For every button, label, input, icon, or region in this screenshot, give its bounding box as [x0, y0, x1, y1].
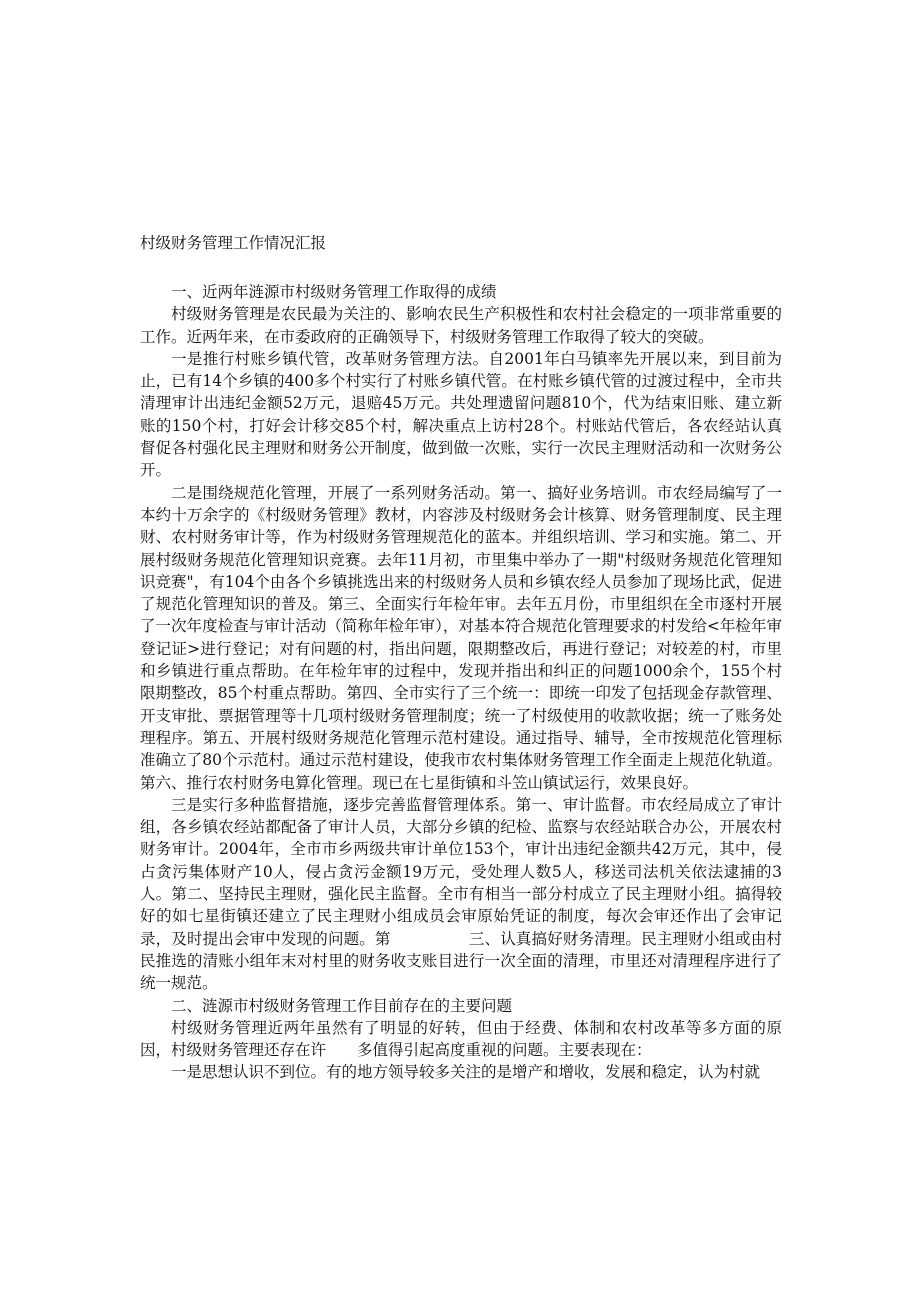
section-heading-1: 一、近两年涟源市村级财务管理工作取得的成绩: [171, 283, 497, 301]
paragraph-point-3: 三是实行多种监督措施，逐步完善监督管理体系。第一、审计监督。市农经局成立了审计组，各乡镇农经站都配备了审计人员，大部分乡镇的纪检、监察与农经站联合办公，开展农村财务审计。2004年，全市市乡两级共审计单位153个，审计出违纪金额共42万元，其中，侵占贪污集体财产10人，侵占贪污金额19万元，受处理人数5人，移送司法机关依法逮捕的3人。第二、坚持民主理财，强化民主监督。全市有相当一部分村成立了民主理财小组。搞得较好的如七星街镇还建立了民主理财小组成员会审原始凭证的制度，每次会审还作出了会审记录，及时提出会审中发现的问题。第 三、认真搞好财务清理。民主理财小组或由村民推选的清账小组年末对村里的财务收支账目进行一次全面的清理，市里还对清理程序进行了统一规范。: [140, 795, 782, 993]
paragraph-problems-intro: 村级财务管理近两年虽然有了明显的好转，但由于经费、体制和农村改革等多方面的原因，村级财务管理还存在许 多值得引起高度重视的问题。主要表现在：: [140, 1018, 782, 1060]
paragraph-problem-1: 一是思想认识不到位。有的地方领导较多关注的是增产和增收，发展和稳定，认为村就: [171, 1063, 761, 1082]
paragraph-point-1: 一是推行村账乡镇代管，改革财务管理方法。自2001年白马镇率先开展以来，到目前为止，已有14个乡镇的400多个村实行了村账乡镇代管。在村账乡镇代管的过渡过程中，全市共清理审计出违纪金额52万元，退赔45万元。共处理遗留问题810个，代为结束旧账、建立新账的150个村，打好会计移交85个村，解决重点上访村28个。村账站代管后，各农经站认真督促各村强化民主理财和财务公开制度，做到做一次账，实行一次民主理财活动和一次财务公开。: [140, 349, 782, 480]
paragraph-point-2: 二是围绕规范化管理，开展了一系列财务活动。第一、搞好业务培训。市农经局编写了一本约十万余字的《村级财务管理》教材，内容涉及村级财务会计核算、财务管理制度、民主理财、农村财务审计等，作为村级财务管理规范化的蓝本。并组织培训、学习和实施。第二、开展村级财务规范化管理知识竞赛。去年11月初，市里集中举办了一期"村级财务规范化管理知识竞赛"，有104个由各个乡镇挑选出来的村级财务人员和乡镇农经人员参加了现场比武，促进了规范化管理知识的普及。第三、全面实行年检年审。去年五月份，市里组织在全市逐村开展了一次年度检查与审计活动（简称年检年审），对基本符合规范化管理要求的村发给<年检年审登记证>进行登记；对有问题的村，指出问题，限期整改后，再进行登记；对较差的村，市里和乡镇进行重点帮助。在年检年审的过程中，发现并指出和纠正的问题1000余个，155个村限期整改，85个村重点帮助。第四、全市实行了三个统一：即统一印发了包括现金存款管理、开支审批、票据管理等十几项村级财务管理制度；统一了村级使用的收款收据；统一了账务处理程序。第五、开展村级财务规范化管理示范村建设。通过指导、辅导，全市按规范化管理标准确立了80个示范村。通过示范村建设，使我市农村集体财务管理工作全面走上规范化轨道。第六、推行农村财务电算化管理。现已在七星街镇和斗笠山镇试运行，效果良好。: [140, 483, 782, 792]
document-title: 村级财务管理工作情况汇报: [140, 234, 327, 252]
document-body: [140, 281, 782, 1084]
section-heading-2: 二、涟源市村级财务管理工作目前存在的主要问题: [171, 996, 513, 1015]
paragraph-intro: 村级财务管理是农民最为关注的、影响农民生产积极性和农村社会稳定的一项非常重要的工作。近两年来，在市委政府的正确领导下，村级财务管理工作取得了较大的突破。: [140, 305, 782, 346]
